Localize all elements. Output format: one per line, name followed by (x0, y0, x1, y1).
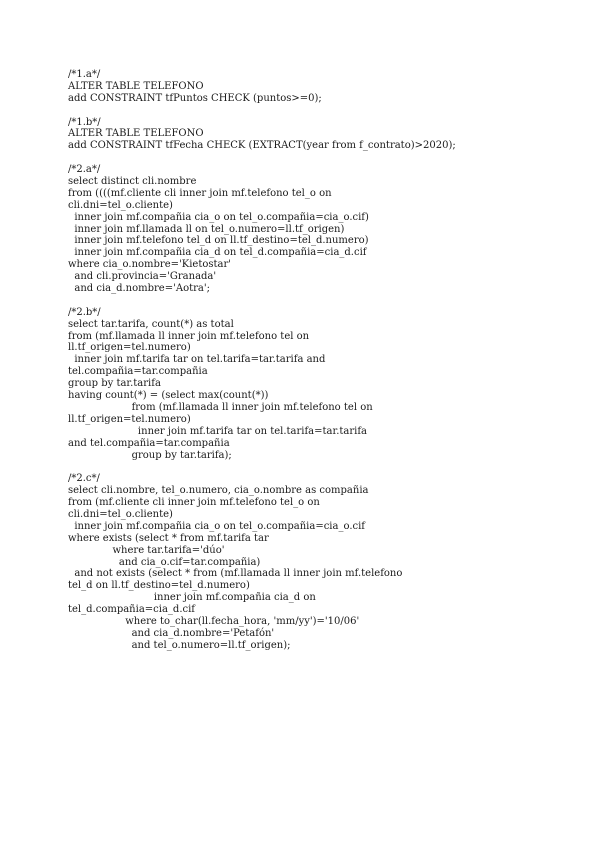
code-line: add CONSTRAINT tfFecha CHECK (EXTRACT(year from f_contrato)>2020); (68, 140, 456, 152)
code-line: /*2.c*/ (68, 473, 100, 485)
code-line: /*1.b*/ (68, 116, 101, 128)
code-line: inner join mf.compañia cia_d on tel_d.compañia=cia_d.cif (68, 247, 367, 259)
code-line: select distinct cli.nombre (68, 176, 197, 188)
blank-line (68, 461, 588, 473)
blank-line (68, 105, 588, 117)
code-line: ll.tf_origen=tel.numero) (68, 342, 191, 354)
code-line: and not exists (select * from (mf.llamada ll inner join mf.telefono (68, 568, 403, 580)
code-line: tel.compañia=tar.compañia (68, 366, 208, 378)
code-line: select cli.nombre, tel_o.numero, cia_o.nombre as compañia (68, 485, 369, 497)
code-line: inner join mf.tarifa tar on tel.tarifa=tar.tarifa (68, 425, 367, 437)
code-line: where to_char(ll.fecha_hora, 'mm/yy')='10/06' (68, 615, 360, 627)
code-line: where exists (select * from mf.tarifa tar (68, 532, 269, 544)
blank-line (68, 152, 588, 164)
code-line: from ((((mf.cliente cli inner join mf.telefono tel_o on (68, 187, 332, 199)
code-line: group by tar.tarifa); (68, 449, 232, 461)
code-line: select tar.tarifa, count(*) as total (68, 318, 234, 330)
code-line: and cia_d.nombre='Aotra'; (68, 283, 210, 295)
code-line: where cia_o.nombre='Kietostar' (68, 259, 232, 271)
code-line: inner join mf.llamada ll on tel_o.numero=ll.tf_origen) (68, 223, 345, 235)
code-line: from (mf.llamada ll inner join mf.telefono tel on (68, 401, 373, 413)
code-line: ALTER TABLE TELEFONO (68, 80, 204, 92)
code-line: cli.dni=tel_o.cliente) (68, 508, 173, 520)
blank-line (68, 295, 588, 307)
code-line: and cli.provincia='Granada' (68, 271, 217, 283)
code-line: inner join mf.telefono tel_d on ll.tf_destino=tel_d.numero) (68, 235, 369, 247)
code-line: cli.dni=tel_o.cliente) (68, 199, 173, 211)
code-line: where tar.tarifa='dúo' (68, 544, 225, 556)
code-line: ll.tf_origen=tel.numero) (68, 413, 191, 425)
code-line: ALTER TABLE TELEFONO (68, 128, 204, 140)
code-line: inner join mf.compañia cia_o on tel_o.compañia=cia_o.cif (68, 520, 365, 532)
code-line: inner join mf.compañia cia_d on (68, 592, 316, 604)
code-line: from (mf.cliente cli inner join mf.telefono tel_o on (68, 497, 320, 509)
code-line: group by tar.tarifa (68, 378, 161, 390)
code-line: add CONSTRAINT tfPuntos CHECK (puntos>=0); (68, 92, 322, 104)
code-line: /*2.b*/ (68, 306, 101, 318)
code-line: inner join mf.compañia cia_o on tel_o.compañia=cia_o.cif) (68, 211, 369, 223)
code-line: /*2.a*/ (68, 164, 101, 176)
code-line: having count(*) = (select max(count(*)) (68, 390, 269, 402)
code-line: inner join mf.tarifa tar on tel.tarifa=tar.tarifa and (68, 354, 326, 366)
code-line: and tel_o.numero=ll.tf_origen); (68, 639, 291, 651)
sql-code-block (68, 69, 588, 652)
code-line: and cia_d.nombre='Petafón' (68, 627, 275, 639)
code-line: and tel.compañia=tar.compañia (68, 437, 230, 449)
code-line: and cia_o.cif=tar.compañia) (68, 556, 261, 568)
code-line: tel_d.compañia=cia_d.cif (68, 604, 196, 616)
code-line: tel_d on ll.tf_destino=tel_d.numero) (68, 580, 250, 592)
code-line: from (mf.llamada ll inner join mf.telefono tel on (68, 330, 310, 342)
code-line: /*1.a*/ (68, 69, 101, 80)
